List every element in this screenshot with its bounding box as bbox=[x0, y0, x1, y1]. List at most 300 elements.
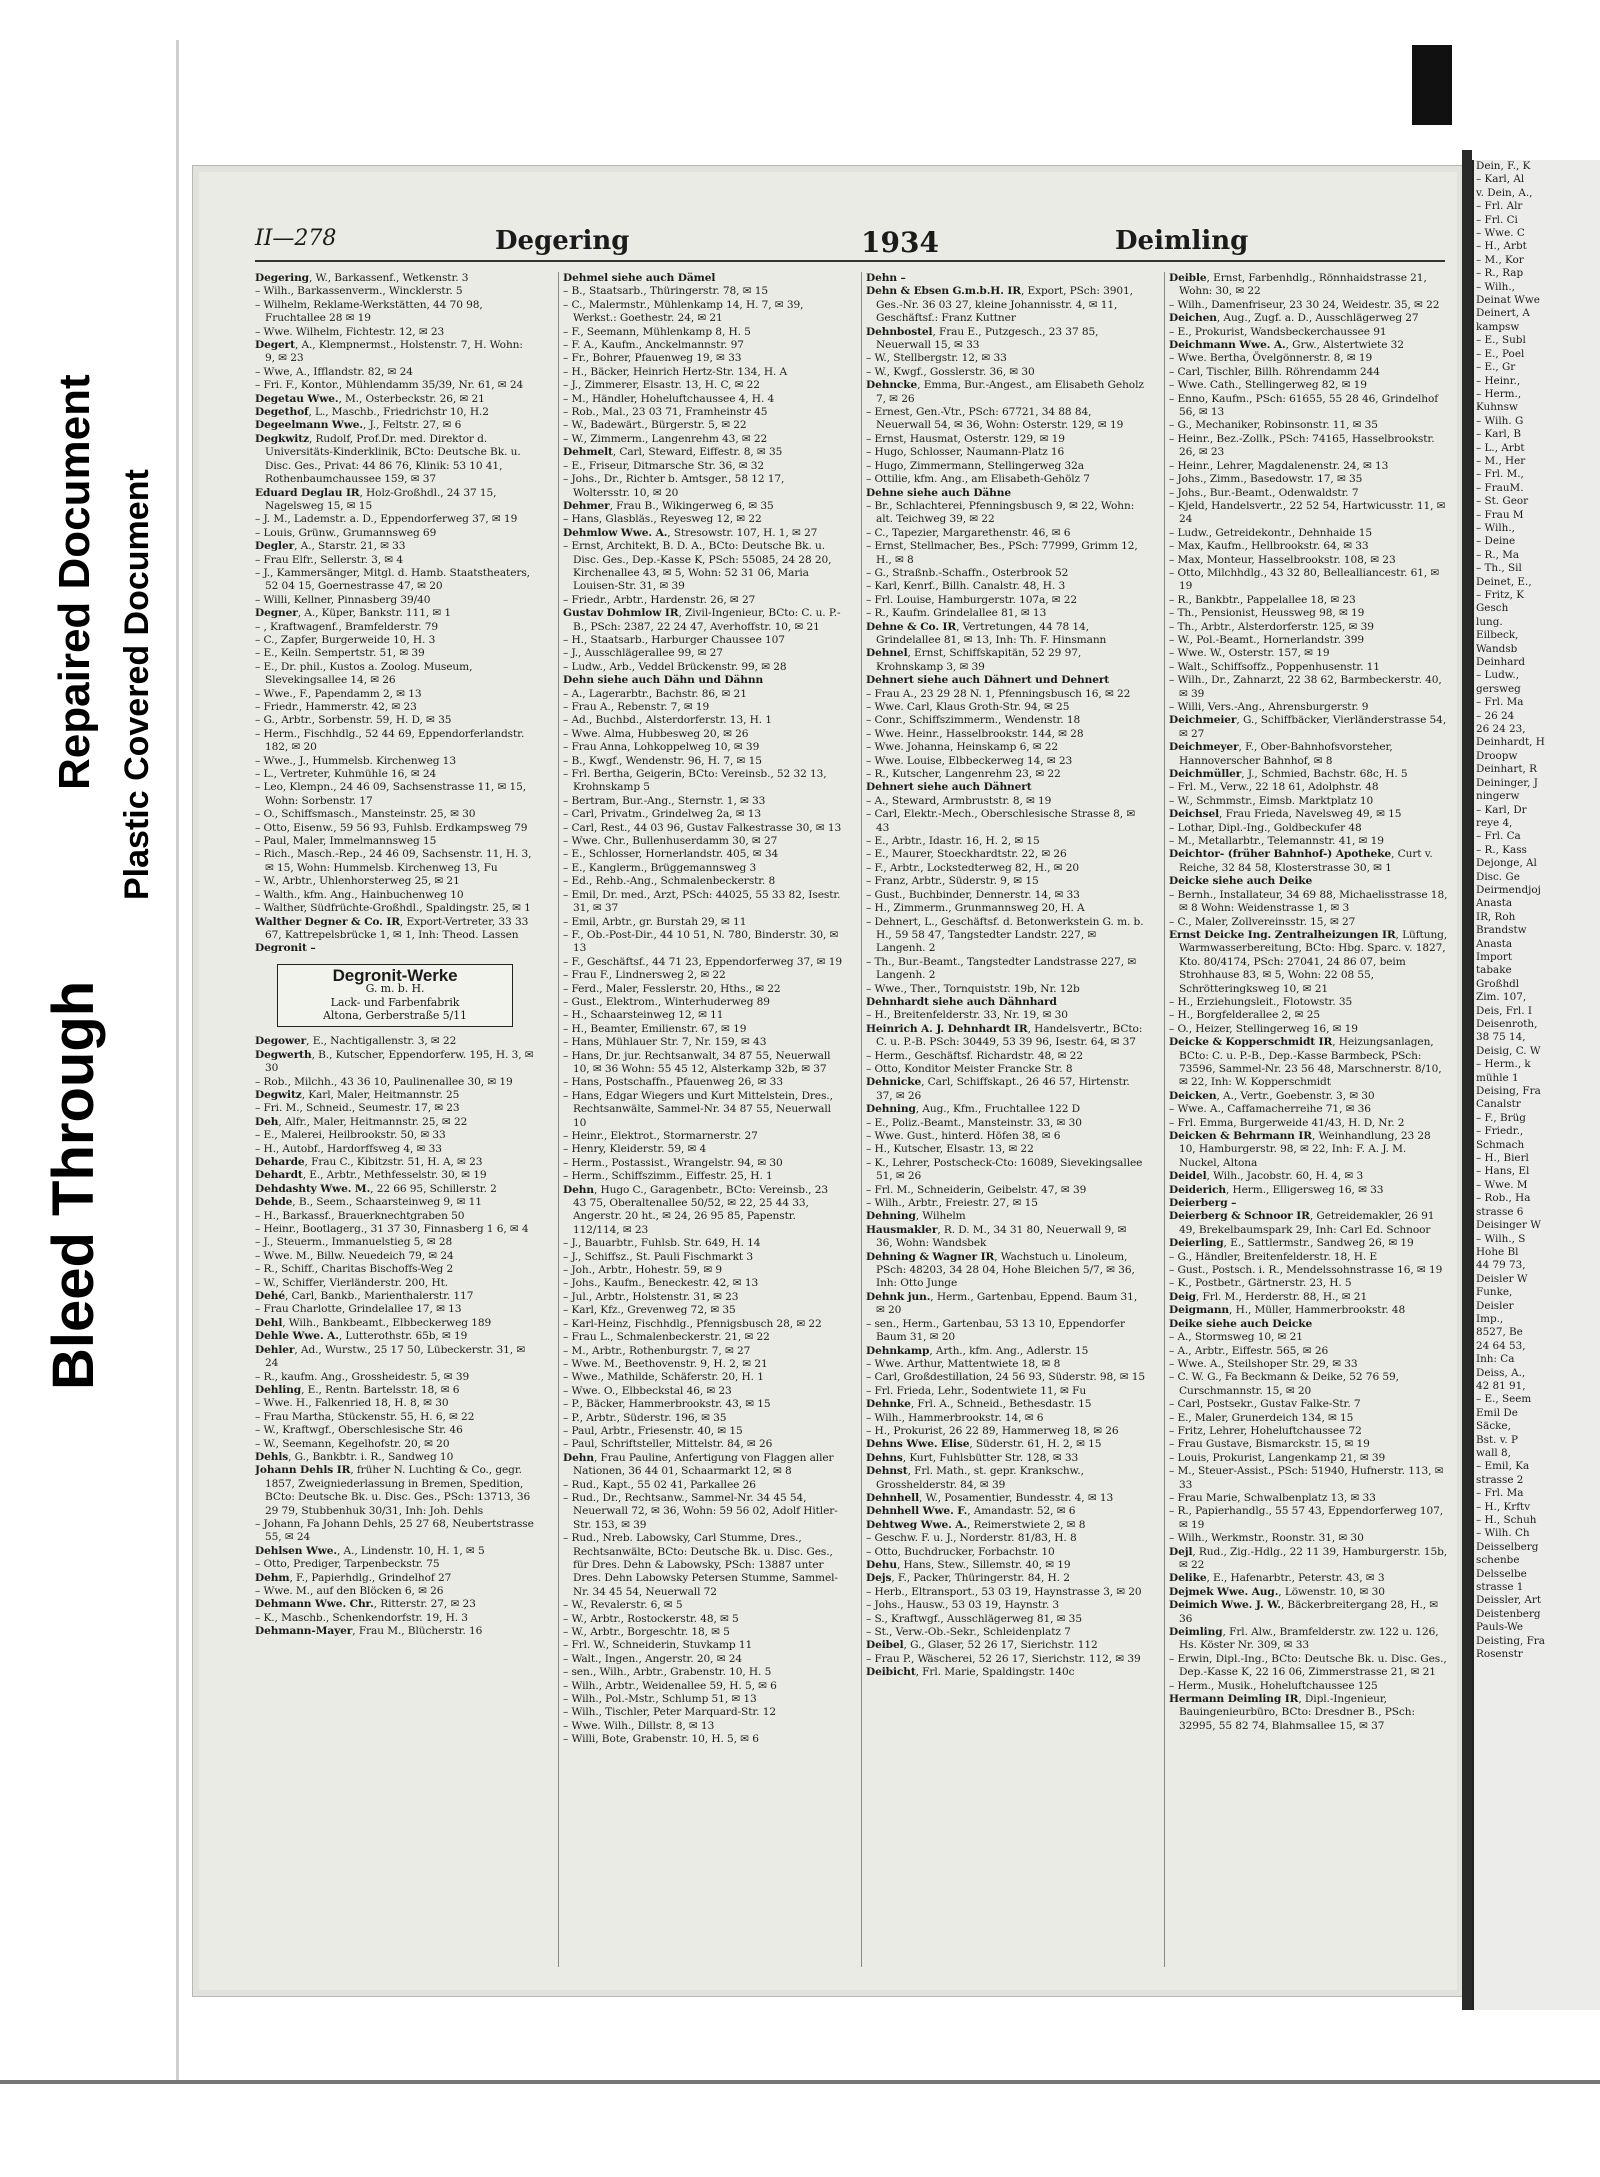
directory-entry: – Frau Martha, Stückenstr. 55, H. 6, ✉ 22 bbox=[255, 1410, 475, 1423]
directory-entry: – Frl. M., Verw., 22 18 61, Adolphstr. 48 bbox=[1169, 781, 1379, 794]
directory-entry: – Rich., Masch.-Rep., 24 46 09, Sachsenstr. 11, H. 3, ✉ 15, Wohn: Hummelsb. Kirchenweg 13, Fu bbox=[255, 848, 532, 874]
directory-entry: – G., Händler, Breitenfelderstr. 18, H. E bbox=[1169, 1250, 1378, 1263]
next-page-entry: Großhdl bbox=[1476, 977, 1520, 990]
next-page-entry: – Wwe. C bbox=[1476, 227, 1525, 240]
directory-entry: – Wwe. A., Steilshoper Str. 29, ✉ 33 bbox=[1169, 1357, 1358, 1370]
directory-entry: – F., Arbtr., Lockstedterweg 82, H., ✉ 20 bbox=[866, 861, 1079, 874]
directory-entry: – Frau F., Lindnersweg 2, ✉ 22 bbox=[563, 969, 726, 982]
directory-entry: – Frau Anna, Lohkoppelweg 10, ✉ 39 bbox=[563, 741, 760, 754]
directory-entry: – M., Steuer-Assist., PSch: 51940, Hufnerstr. 113, ✉ 33 bbox=[1169, 1465, 1444, 1491]
directory-entry: Deh, Alfr., Maler, Heitmannstr. 25, ✉ 22 bbox=[255, 1115, 468, 1128]
directory-entry: Deichen, Aug., Zugf. a. D., Ausschlägerweg 27 bbox=[1169, 312, 1419, 325]
directory-entry: – Fritz, Lehrer, Hoheluftchaussee 72 bbox=[1169, 1424, 1362, 1437]
directory-entry: – R., Schiff., Charitas Bischoffs-Weg 2 bbox=[255, 1263, 454, 1276]
directory-entry: – H., Staatsarb., Harburger Chaussee 107 bbox=[563, 633, 785, 646]
directory-entry: – Frl. Frieda, Lehr., Sodentwiete 11, ✉ Fu bbox=[866, 1384, 1087, 1397]
advert-line: Lack- und Farbenfabrik bbox=[330, 995, 460, 1009]
directory-entry: – Kjeld, Handelsvertr., 22 52 54, Hartwicusstr. 11, ✉ 24 bbox=[1169, 499, 1446, 526]
next-page-entry: – Wilh. G bbox=[1476, 414, 1524, 427]
next-page-entry: Deiss, A., bbox=[1476, 1366, 1526, 1379]
advert-line: Altona, Gerberstraße 5/11 bbox=[323, 1008, 467, 1022]
directory-entry: Deicken & Behrmann IR, Weinhandlung, 23 28 10, Hamburgerstr. 98, ✉ 22, Inh: F. A. J. M. Nuckel, Altona bbox=[1169, 1130, 1431, 1169]
directory-entry: – Walther, Südfrüchte-Großhdl., Spaldingstr. 25, ✉ 1 bbox=[255, 902, 531, 915]
directory-entry: – Carl, Tischler, Billh. Röhrendamm 244 bbox=[1169, 365, 1380, 378]
next-page-entry: Säcke, bbox=[1476, 1420, 1511, 1433]
directory-entry: – H., Erziehungsleit., Flotowstr. 35 bbox=[1169, 995, 1353, 1008]
directory-entry: – Ernst, Architekt, B. D. A., BCto: Deutsche Bk. u. Disc. Ges., Dep.-Kasse K, PSch: 55085, 24 28 20, Kirchenallee 43, ✉ 5, Wohn: 52 31 06, Maria Louisen-Str. 31, ✉ 39 bbox=[563, 540, 832, 593]
directory-entry: – Erwin, Dipl.-Ing., BCto: Deutsche Bk. u. Disc. Ges., Dep.-Kasse K, 22 16 06, Zimmerstrasse 21, ✉ 21 bbox=[1169, 1652, 1447, 1679]
directory-entry: – Walth., kfm. Ang., Hainbuchenweg 10 bbox=[255, 888, 464, 901]
next-page-entry: – F., Brüg bbox=[1476, 1111, 1526, 1124]
directory-entry: – Otto, Eisenw., 59 56 93, Fuhlsb. Erdkampsweg 79 bbox=[255, 821, 528, 834]
directory-entry: Dehn, Frau Pauline, Anfertigung von Flaggen aller Nationen, 36 44 01, Schaarmarkt 12, ✉ 8 bbox=[563, 1451, 834, 1478]
directory-entry: – C., Zapfer, Burgerweide 10, H. 3 bbox=[255, 633, 436, 646]
directory-entry: Dehmelt, Carl, Steward, Eiffestr. 8, ✉ 35 bbox=[563, 446, 783, 459]
directory-entry: – Karl-Heinz, Fischhdlg., Pfennigsbusch 28, ✉ 22 bbox=[563, 1317, 822, 1330]
directory-entry: – Ferd., Maler, Fesslerstr. 20, Hths., ✉ 22 bbox=[563, 982, 781, 995]
directory-entry: – Johann, Fa Johann Dehls, 25 27 68, Neubertstrasse 55, ✉ 24 bbox=[255, 1517, 534, 1544]
directory-entry: – Frau Elfr., Sellerstr. 3, ✉ 4 bbox=[255, 553, 403, 566]
directory-entry: – Ernst, Stellmacher, Bes., PSch: 77999, Grimm 12, H., ✉ 8 bbox=[866, 540, 1138, 566]
directory-entry: – Frau L., Schmalenbeckerstr. 21, ✉ 22 bbox=[563, 1331, 770, 1344]
directory-entry: – Carl, Elektr.-Mech., Oberschlesische Strasse 8, ✉ 43 bbox=[866, 808, 1136, 834]
directory-entry: – Enno, Kaufm., PSch: 61655, 55 28 46, Grindelhof 56, ✉ 13 bbox=[1169, 392, 1439, 419]
directory-entry: – S., Kraftwgf., Ausschlägerweg 81, ✉ 35 bbox=[866, 1612, 1082, 1625]
directory-entry: – Max, Kaufm., Hellbrookstr. 64, ✉ 33 bbox=[1169, 540, 1369, 553]
directory-entry: Degwerth, B., Kutscher, Eppendorferw. 195, H. 3, ✉ 30 bbox=[255, 1048, 534, 1075]
book-gutter bbox=[1462, 150, 1472, 2010]
next-page-entry: Bst. v. P bbox=[1476, 1433, 1518, 1446]
directory-entry: – O., Heizer, Stellingerweg 16, ✉ 19 bbox=[1169, 1022, 1358, 1035]
directory-entry: Dehmann Wwe. Chr., Ritterstr. 27, ✉ 23 bbox=[255, 1598, 476, 1611]
directory-entry: – Wilhelm, Reklame-Werkstätten, 44 70 98, Fruchtallee 28 ✉ 19 bbox=[255, 298, 483, 325]
directory-entry: – Wwe. Carl, Klaus Groth-Str. 94, ✉ 25 bbox=[866, 701, 1070, 713]
directory-entry: – R., Papierhandlg., 55 57 43, Eppendorferweg 107, ✉ 19 bbox=[1169, 1505, 1444, 1531]
directory-entry: – Johs., Kaufm., Beneckestr. 42, ✉ 13 bbox=[563, 1277, 759, 1290]
directory-entry: – Wwe., Ther., Tornquiststr. 19b, Nr. 12b bbox=[866, 982, 1080, 995]
directory-entry: – Frl. M., Schneiderin, Geibelstr. 47, ✉ 39 bbox=[866, 1183, 1087, 1196]
directory-entry: – Rud., Kapt., 55 02 41, Parkallee 26 bbox=[563, 1478, 756, 1491]
directory-entry: – E., Keiln. Sempertstr. 51, ✉ 39 bbox=[255, 647, 425, 660]
directory-entry: Dehne siehe auch Dähne bbox=[866, 486, 1012, 499]
directory-entry: – Wwe. O., Elbbeckstal 46, ✉ 23 bbox=[563, 1384, 732, 1397]
directory-entry: Degwitz, Karl, Maler, Heitmannstr. 25 bbox=[255, 1088, 460, 1101]
directory-entry: Dejs, F., Packer, Thüringerstr. 84, H. 2 bbox=[866, 1572, 1070, 1585]
directory-entry: – F. A., Kaufm., Anckelmannstr. 97 bbox=[563, 339, 744, 352]
next-page-entry: – E., Poel bbox=[1476, 347, 1525, 360]
directory-entry: – Henry, Kleiderstr. 59, ✉ 4 bbox=[563, 1143, 707, 1156]
directory-entry: Deharde, Frau C., Kibitzstr. 51, H. A, ✉ 23 bbox=[255, 1156, 483, 1168]
directory-entry: – E., Dr. phil., Kustos a. Zoolog. Museum, Slevekingsallee 14, ✉ 26 bbox=[255, 660, 473, 687]
next-page-entry: – Fritz, K bbox=[1476, 589, 1525, 601]
directory-entry: – A., Stormsweg 10, ✉ 21 bbox=[1169, 1331, 1303, 1344]
next-page-entry: Deinat Wwe bbox=[1476, 294, 1540, 307]
next-page-entry: – Emil, Ka bbox=[1476, 1460, 1530, 1473]
directory-entry: Deicke & Kopperschmidt IR, Heizungsanlagen, BCto: C. u. P.-B., Dep.-Kasse Barmbeck, PSch: 73596, Sammel-Nr. 23 56 48, Marschnerstr. 8/10, ✉ 22, Inh: W. Kopperschmidt bbox=[1169, 1036, 1442, 1089]
directory-entry: – Hans, Postschaffn., Pfauenweg 26, ✉ 33 bbox=[563, 1076, 783, 1089]
directory-entry: – M., Metallarbtr., Telemannstr. 41, ✉ 19 bbox=[1169, 835, 1384, 848]
directory-entry: – sen., Herm., Gartenbau, 53 13 10, Eppendorfer Baum 31, ✉ 20 bbox=[866, 1317, 1125, 1344]
directory-entry: – W., Arbtr., Rostockerstr. 48, ✉ 5 bbox=[563, 1612, 739, 1625]
directory-entry: Deichmüller, J., Schmied, Bachstr. 68c, H. 5 bbox=[1169, 768, 1408, 781]
directory-entry: – Friedr., Arbtr., Hardenstr. 26, ✉ 27 bbox=[563, 593, 756, 606]
directory-entry: – Carl, Postsekr., Gustav Falke-Str. 7 bbox=[1169, 1398, 1361, 1411]
directory-entry: – J., Schiffsz., St. Pauli Fischmarkt 3 bbox=[563, 1250, 753, 1263]
next-page-entry: – R., Rap bbox=[1476, 267, 1524, 280]
directory-entry: – Wilh., Damenfriseur, 23 30 24, Weidestr. 35, ✉ 22 bbox=[1169, 298, 1440, 311]
directory-entry: Dehnert siehe auch Dähnert und Dehnert bbox=[866, 674, 1110, 687]
directory-entry: – Heinr., Bez.-Zollk., PSch: 74165, Hasselbrookstr. 26, ✉ 23 bbox=[1169, 432, 1435, 459]
next-page-entry: – Rob., Ha bbox=[1476, 1192, 1531, 1205]
directory-entry: – Wilh., Pol.-Mstr., Schlump 51, ✉ 13 bbox=[563, 1693, 757, 1706]
directory-entry: – Gust., Elektrom., Winterhuderweg 89 bbox=[563, 995, 770, 1008]
directory-entry: Dehnel, Ernst, Schiffskapitän, 52 29 97, Krohnskamp 3, ✉ 39 bbox=[866, 647, 1082, 673]
directory-entry: – Fr., Bohrer, Pfauenweg 19, ✉ 33 bbox=[563, 352, 742, 365]
directory-entry: – J., Steuerm., Immanuelstieg 5, ✉ 28 bbox=[255, 1236, 453, 1249]
directory-entry: Dehnke, Frl. A., Schneid., Bethesdastr. 15 bbox=[866, 1398, 1092, 1411]
directory-entry: – Wilh., Hammerbrookstr. 14, ✉ 6 bbox=[866, 1411, 1044, 1424]
directory-entry: – Franz, Arbtr., Süderstr. 9, ✉ 15 bbox=[866, 875, 1039, 888]
next-page-entry: Disc. Ge bbox=[1476, 870, 1520, 883]
directory-entry: – K., Postbetr., Gärtnerstr. 23, H. 5 bbox=[1169, 1277, 1352, 1290]
directory-entry: Dehls, G., Bankbtr. i. R., Sandweg 10 bbox=[255, 1450, 454, 1463]
directory-entry: Dehne & Co. IR, Vertretungen, 44 78 14, Grindelallee 81, ✉ 13, Inh: Th. F. Hinsmann bbox=[866, 620, 1107, 646]
next-page-entry: Deinhardt, H bbox=[1476, 736, 1545, 749]
directory-entry: – Johs., Hausw., 53 03 19, Haynstr. 3 bbox=[866, 1599, 1060, 1612]
next-page-entry: – Wilh., bbox=[1476, 280, 1515, 293]
directory-entry: Deibel, G., Glaser, 52 26 17, Sierichstr. 112 bbox=[866, 1639, 1098, 1652]
directory-entry: Deible, Ernst, Farbenhdlg., Rönnhaidstrasse 21, Wohn: 30, ✉ 22 bbox=[1169, 272, 1427, 298]
next-page-entry: – L., Arbt bbox=[1476, 441, 1525, 454]
next-page-entry: – M., Kor bbox=[1476, 253, 1524, 266]
directory-entry: – Hans, Mühlauer Str. 7, Nr. 159, ✉ 43 bbox=[563, 1036, 767, 1049]
next-page-entry: – H., Arbt bbox=[1476, 240, 1527, 253]
directory-entry: – Emil, Arbtr., gr. Burstah 29, ✉ 11 bbox=[563, 915, 747, 928]
next-page-entry: – Frl. Alr bbox=[1476, 200, 1523, 213]
next-page-entry: Dejonge, Al bbox=[1476, 857, 1537, 870]
directory-entry: – Wwe. W., Osterstr. 157, ✉ 19 bbox=[1169, 647, 1330, 660]
directory-entry: Deichmann Wwe. A., Grw., Alstertwiete 32 bbox=[1169, 339, 1404, 352]
directory-entry: Dehmel siehe auch Dämel bbox=[563, 272, 716, 284]
directory-entry: – Wwe. Cath., Stellingerweg 82, ✉ 19 bbox=[1169, 379, 1367, 392]
next-page-entry: – Ludw., bbox=[1476, 669, 1520, 682]
directory-entry: – Paul, Arbtr., Friesenstr. 40, ✉ 15 bbox=[563, 1424, 743, 1437]
directory-entry: Dehn, Hugo C., Garagenbetr., BCto: Vereinsb., 23 43 75, Oberaltenallee 50/52, ✉ 22, 25 44 33, Angerstr. 20 ht., ✉ 24, 26 95 85, Papenstr. 112/114, ✉ 23 bbox=[563, 1183, 828, 1236]
directory-entry: – F., Ob.-Post-Dir., 44 10 51, N. 780, Binderstr. 30, ✉ 13 bbox=[563, 928, 839, 955]
next-page-entry: kampsw bbox=[1476, 320, 1520, 333]
next-page-entry: Deinhart, R bbox=[1476, 763, 1537, 776]
directory-entry: – Hans, Glasbläs., Reyesweg 12, ✉ 22 bbox=[563, 513, 762, 526]
next-page-entry: Hohe Bl bbox=[1476, 1245, 1519, 1258]
next-page-entry: – 26 24 bbox=[1476, 709, 1515, 722]
directory-entry: – Rob., Milchh., 43 36 10, Paulinenallee 30, ✉ 19 bbox=[255, 1075, 513, 1088]
directory-entry: – Johs., Zimm., Basedowstr. 17, ✉ 35 bbox=[1169, 473, 1363, 486]
directory-entry: – W., Kraftwgf., Oberschlesische Str. 46 bbox=[255, 1424, 463, 1437]
directory-entry: – Carl, Privatm., Grindelweg 2a, ✉ 13 bbox=[563, 808, 762, 821]
directory-entry: – A., Arbtr., Eiffestr. 565, ✉ 26 bbox=[1169, 1344, 1329, 1357]
directory-entry: – Frl. Emma, Burgerweide 41/43, H. D, Nr. 2 bbox=[1169, 1116, 1405, 1129]
next-page-entry: – R., Ma bbox=[1476, 548, 1520, 561]
directory-entry: – Wwe. M., auf den Blöcken 6, ✉ 26 bbox=[255, 1585, 444, 1597]
directory-entry: – Herm., Schiffszimm., Eiffestr. 25, H. 1 bbox=[563, 1170, 773, 1183]
stamp-repaired-document: Repaired Document bbox=[50, 374, 99, 790]
directory-entry: Deimling, Frl. Alw., Bramfelderstr. zw. 122 u. 126, Hs. Köster Nr. 309, ✉ 33 bbox=[1169, 1626, 1439, 1652]
next-page-entry: – Wilh., bbox=[1476, 521, 1515, 534]
next-page-entry: strasse 6 bbox=[1476, 1205, 1524, 1218]
directory-entry: – Wwe. Heinr., Hasselbrookstr. 144, ✉ 28 bbox=[866, 727, 1084, 740]
column-3 bbox=[861, 272, 1146, 1967]
next-page-entry: Deisinger W bbox=[1476, 1219, 1541, 1232]
directory-entry: – Joh., Arbtr., Hohestr. 59, ✉ 9 bbox=[563, 1264, 723, 1277]
directory-entry: Gustav Dohmlow IR, Zivil-Ingenieur, BCto: C. u. P.-B., PSch: 2387, 22 24 47, Averhoffstr. 10, ✉ 21 bbox=[563, 607, 841, 633]
next-page-entry: Deis, Frl. I bbox=[1476, 1004, 1532, 1017]
next-page-entry: lung. bbox=[1476, 615, 1503, 628]
directory-entry: – H., Zimmerm., Grunmannsweg 20, H. A bbox=[866, 902, 1085, 915]
next-page-entry: 8527, Be bbox=[1476, 1326, 1523, 1339]
directory-entry: Hermann Deimling IR, Dipl.-Ingenieur, Bauingenieurbüro, BCto: Dresdner B., PSch: 32995, 55 82 74, Blahmsallee 15, ✉ 37 bbox=[1169, 1693, 1415, 1732]
directory-entry: – Gust., Buchbinder, Dennerstr. 14, ✉ 33 bbox=[866, 888, 1080, 901]
directory-entry: Deigmann, H., Müller, Hammerbrookstr. 48 bbox=[1169, 1304, 1406, 1317]
directory-entry: – C., Maler, Zollvereinsstr. 15, ✉ 27 bbox=[1169, 915, 1356, 928]
directory-entry: Deidel, Wilh., Jacobstr. 60, H. 4, ✉ 3 bbox=[1169, 1170, 1364, 1183]
directory-entry: – Wilh., Arbtr., Weidenallee 59, H. 5, ✉ 6 bbox=[563, 1679, 777, 1692]
next-page-entry: – Frl. Ma bbox=[1476, 696, 1524, 709]
directory-entry: – F., Seemann, Mühlenkamp 8, H. 5 bbox=[563, 325, 751, 338]
directory-entry: Dehnbostel, Frau E., Putzgesch., 23 37 85, Neuerwall 15, ✉ 33 bbox=[866, 325, 1099, 352]
next-page-entry: – E., Seem bbox=[1476, 1393, 1532, 1406]
next-page-entry: Droopw bbox=[1476, 749, 1518, 762]
directory-entry: Heinrich A. J. Dehnhardt IR, Handelsvertr., BCto: C. u. P.-B. PSch: 30449, 53 39 96, Isestr. 64, ✉ 37 bbox=[866, 1022, 1143, 1049]
directory-entry: Delike, E., Hafenarbtr., Peterstr. 43, ✉ 3 bbox=[1169, 1572, 1385, 1585]
directory-entry: – Th., Arbtr., Alsterdorferstr. 125, ✉ 39 bbox=[1169, 620, 1374, 633]
next-page-entry: Deinet, E., bbox=[1476, 575, 1532, 588]
next-page-entry: Eilbeck, bbox=[1476, 629, 1519, 642]
directory-entry: – Emil, Dr. med., Arzt, PSch: 44025, 55 33 82, Isestr. 31, ✉ 37 bbox=[563, 888, 841, 915]
advert-title: Degronit-Werke bbox=[332, 965, 458, 985]
directory-entry: – Wilh., Tischler, Peter Marquard-Str. 12 bbox=[563, 1706, 776, 1719]
directory-entry: – Rud., Nreb. Labowsky, Carl Stumme, Dres., Rechtsanwälte, BCto: Deutsche Bk. u. Disc. Ges., für Dres. Dehn & Labowsky, PSch: 13887 unter Dres. Dehn Labowsky Petersen Stumme, Sammel-Nr. 34 45 54, Neuerwall 72 bbox=[563, 1532, 838, 1598]
directory-entry: – Herm., Fischhdlg., 52 44 69, Eppendorferlandstr. 182, ✉ 20 bbox=[255, 727, 525, 754]
directory-entry: – Paul, Maler, Immelmannsweg 15 bbox=[255, 835, 437, 848]
next-page-entry: – Frl. M., bbox=[1476, 468, 1524, 481]
directory-entry: Dehnst, Frl. Math., st. gepr. Krankschw., Grosshelderstr. 84, ✉ 39 bbox=[866, 1465, 1084, 1491]
next-page-entry: v. Dein, A., bbox=[1476, 186, 1533, 199]
directory-entry: Dehl, Wilh., Bankbeamt., Elbbeckerweg 189 bbox=[255, 1316, 492, 1329]
directory-entry: – C. W. G., Fa Beckmann & Deike, 52 76 59, Curschmannstr. 15, ✉ 20 bbox=[1169, 1371, 1399, 1397]
directory-entry: Degner, A., Küper, Bankstr. 111, ✉ 1 bbox=[255, 607, 452, 620]
advert-box bbox=[277, 964, 513, 1028]
directory-entry: – C., Malermstr., Mühlenkamp 14, H. 7, ✉ 39, Werkst.: Goethestr. 24, ✉ 21 bbox=[563, 298, 804, 325]
next-page-entry: Deisselberg bbox=[1476, 1540, 1539, 1553]
directory-entry: – J. M., Lademstr. a. D., Eppendorferweg 37, ✉ 19 bbox=[255, 513, 518, 526]
next-page-entry: Kuhnsw bbox=[1476, 401, 1518, 414]
directory-entry: – E., Prokurist, Wandsbeckerchaussee 91 bbox=[1169, 325, 1387, 338]
directory-entry: Dehmann-Mayer, Frau M., Blücherstr. 16 bbox=[255, 1625, 483, 1638]
next-page-entry: gersweg bbox=[1476, 682, 1521, 695]
directory-entry: Deibicht, Frl. Marie, Spaldingstr. 140c bbox=[866, 1666, 1075, 1679]
directory-entry: – W., Schiffer, Vierländerstr. 200, Ht. bbox=[255, 1276, 449, 1289]
directory-entry: – K., Lehrer, Postscheck-Cto: 16089, Sievekingsallee 51, ✉ 26 bbox=[866, 1156, 1143, 1183]
stamp-plastic-covered: Plastic Covered Document bbox=[118, 469, 156, 900]
directory-entry: – Willi, Kellner, Pinnasberg 39/40 bbox=[255, 593, 431, 606]
directory-entry: – Louis, Grünw., Grumannsweg 69 bbox=[255, 526, 437, 539]
next-page-entry: Canalstr bbox=[1476, 1098, 1521, 1111]
next-page-entry: – E., Gr bbox=[1476, 361, 1516, 374]
directory-entry: – Herm., Postassist., Wrangelstr. 94, ✉ 30 bbox=[563, 1156, 783, 1169]
directory-entry: – Heinr., Lehrer, Magdalenenstr. 24, ✉ 13 bbox=[1169, 459, 1389, 472]
directory-entry: – O., Schiffsmasch., Mansteinstr. 25, ✉ 30 bbox=[255, 808, 476, 821]
directory-entry: Deichsel, Frau Frieda, Navelsweg 49, ✉ 15 bbox=[1169, 808, 1402, 821]
next-page-entry: Schmach bbox=[1476, 1138, 1525, 1151]
directory-entry: – Bernh., Installateur, 34 69 88, Michaelisstrasse 18, ✉ 8 Wohn: Weidenstrasse 1, ✉ 3 bbox=[1169, 888, 1448, 915]
directory-entry: Dehning, Aug., Kfm., Fruchtallee 122 D bbox=[866, 1103, 1081, 1116]
next-page-entry: – Wilh., S bbox=[1476, 1232, 1526, 1245]
directory-entry: – Frau Charlotte, Grindelallee 17, ✉ 13 bbox=[255, 1303, 462, 1316]
next-page-entry: – M., Her bbox=[1476, 454, 1526, 467]
directory-entry: – Friedr., Hammerstr. 42, ✉ 23 bbox=[255, 701, 417, 713]
next-page-entry: strasse 1 bbox=[1476, 1581, 1524, 1594]
next-page-entry: – H., Bierl bbox=[1476, 1152, 1529, 1165]
directory-entry: – Hugo, Schlosser, Naumann-Platz 16 bbox=[866, 446, 1065, 459]
directory-entry: – Jul., Arbtr., Holstenstr. 31, ✉ 23 bbox=[563, 1290, 739, 1303]
directory-entry: – Frau Gustave, Bismarckstr. 15, ✉ 19 bbox=[1169, 1438, 1370, 1451]
directory-entry: – A., Steward, Armbruststr. 8, ✉ 19 bbox=[866, 794, 1052, 807]
directory-entry: – Ernest, Gen.-Vtr., PSch: 67721, 34 88 84, Neuerwall 54, ✉ 36, Wohn: Osterstr. 129, ✉ 19 bbox=[866, 406, 1124, 432]
directory-entry: Dejmek Wwe. Aug., Löwenstr. 10, ✉ 30 bbox=[1169, 1585, 1385, 1598]
next-page-entry: – Frl. Ca bbox=[1476, 830, 1521, 843]
directory-entry: Dehardt, E., Arbtr., Methfesselstr. 30, ✉ 19 bbox=[255, 1169, 487, 1182]
header-left-word: Degering bbox=[495, 226, 630, 256]
next-page-entry: Deinert, A bbox=[1476, 307, 1530, 320]
directory-entry: Degronit – bbox=[255, 942, 316, 955]
directory-entry: Dehning, Wilhelm bbox=[866, 1210, 966, 1223]
column-4 bbox=[1164, 272, 1449, 1967]
next-page-entry: – Karl, Dr bbox=[1476, 803, 1527, 816]
directory-entry: – H., Beamter, Emilienstr. 67, ✉ 19 bbox=[563, 1022, 747, 1035]
next-page-entry: – H., Krftv bbox=[1476, 1500, 1531, 1513]
directory-entry: Degetau Wwe., M., Osterbeckstr. 26, ✉ 21 bbox=[255, 392, 485, 405]
directory-entry: – Wwe. Gust., hinterd. Höfen 38, ✉ 6 bbox=[866, 1130, 1061, 1142]
directory-entry: – Carl, Großdestillation, 24 56 93, Süderstr. 98, ✉ 15 bbox=[866, 1371, 1146, 1384]
directory-entry: – M., Händler, Hoheluftchaussee 4, H. 4 bbox=[563, 392, 775, 405]
directory-entry: – Rud., Dr., Rechtsanw., Sammel-Nr. 34 45 54, Neuerwall 72, ✉ 36, Wohn: 59 56 02, Adolf Hitler-Str. 153, ✉ 39 bbox=[563, 1491, 838, 1531]
directory-entry: – K., Maschb., Schenkendorfstr. 19, H. 3 bbox=[255, 1611, 468, 1624]
directory-entry: – Frau A., 23 29 28 N. 1, Pfenningsbusch 16, ✉ 22 bbox=[866, 687, 1131, 700]
directory-entry: Degkwitz, Rudolf, Prof.Dr. med. Direktor d. Universitäts-Kinderklinik, BCto: Deutsche Bk. u. Disc. Ges., Privat: 44 86 76, Klinik: 53 10 41, Rothenbaumchaussee 159, ✉ 37 bbox=[255, 432, 521, 486]
directory-entry: Deicke siehe auch Deike bbox=[1169, 875, 1313, 888]
next-page-entry: Deininger, J bbox=[1476, 776, 1538, 789]
directory-entry: – Ottilie, kfm. Ang., am Elisabeth-Gehölz 7 bbox=[866, 473, 1090, 486]
directory-entry: Dehde, B., Seem., Schaarsteinweg 9, ✉ 11 bbox=[255, 1196, 482, 1209]
directory-entry: – A., Lagerarbtr., Bachstr. 86, ✉ 21 bbox=[563, 687, 747, 700]
directory-entry: – Heinr., Bootlagerg., 31 37 30, Finnasberg 1 6, ✉ 4 bbox=[255, 1223, 529, 1236]
directory-entry: – Th., Bur.-Beamt., Tangstedter Landstrasse 227, ✉ Langenh. 2 bbox=[866, 955, 1137, 982]
directory-entry: – H., Bäcker, Heinrich Hertz-Str. 134, H. A bbox=[563, 365, 788, 378]
next-page-entry: – Herm., k bbox=[1476, 1058, 1531, 1071]
directory-entry: – Frl. Bertha, Geigerin, BCto: Vereinsb., 52 32 13, Krohnskamp 5 bbox=[563, 768, 827, 794]
directory-entry: – W., Seemann, Kegelhofstr. 20, ✉ 20 bbox=[255, 1437, 450, 1450]
directory-entry: – J., Zimmerer, Elsastr. 13, H. C, ✉ 22 bbox=[563, 379, 760, 392]
directory-entry: Degert, A., Klempnermst., Holstenstr. 7, H. Wohn: 9, ✉ 23 bbox=[255, 339, 523, 365]
directory-entry: Johann Dehls IR, früher N. Luchting & Co., gegr. 1857, Zweigniederlassung in Bremen, Spedition, BCto: Deutsche Bk. u. Disc. Ges., PSch: 13713, 36 29 79, Stubbenhuk 30/31, Inh: Joh. Dehls bbox=[255, 1464, 531, 1517]
next-page-entry: Dein, F., K bbox=[1476, 160, 1531, 172]
directory-entry: – H., Breitenfelderstr. 33, Nr. 19, ✉ 30 bbox=[866, 1009, 1068, 1022]
directory-columns bbox=[255, 272, 1448, 1972]
directory-entry: – sen., Wilh., Arbtr., Grabenstr. 10, H. 5 bbox=[563, 1666, 772, 1679]
next-page-entry: 44 79 73, bbox=[1476, 1259, 1526, 1272]
directory-entry: – R., Bankbtr., Pappelallee 18, ✉ 23 bbox=[1169, 593, 1356, 606]
directory-entry: – W., Arbtr., Borgeschtr. 18, ✉ 5 bbox=[563, 1626, 730, 1639]
directory-entry: – Karl, Kenrf., Billh. Canalstr. 48, H. 3 bbox=[866, 580, 1066, 593]
directory-entry: – E., Friseur, Ditmarsche Str. 36, ✉ 32 bbox=[563, 459, 765, 472]
directory-entry: Dehm, F., Papierhdlg., Grindelhof 27 bbox=[255, 1571, 452, 1584]
directory-entry: – H., Borgfelderallee 2, ✉ 25 bbox=[1169, 1009, 1321, 1022]
directory-entry: Deierling, E., Sattlermstr., Sandweg 26, ✉ 19 bbox=[1169, 1237, 1414, 1250]
directory-entry: – L., Vertreter, Kuhmühle 16, ✉ 24 bbox=[255, 768, 437, 781]
directory-entry: – Louis, Prokurist, Langenkamp 21, ✉ 39 bbox=[1169, 1451, 1386, 1464]
next-page-entry: Delsselbe bbox=[1476, 1567, 1527, 1580]
directory-entry: Degeelmann Wwe., J., Feltstr. 27, ✉ 6 bbox=[255, 419, 462, 432]
directory-entry: – Frau A., Rebenstr. 7, ✉ 19 bbox=[563, 701, 710, 713]
directory-entry: – Walt., Schiffsoffz., Poppenhusenstr. 11 bbox=[1169, 660, 1380, 673]
directory-entry: – Hans, Edgar Wiegers und Kurt Mittelstein, Dres., Rechtsanwälte, Sammel-Nr. 34 87 55, Neuerwall 10 bbox=[563, 1089, 833, 1129]
directory-entry: – Ludw., Arb., Veddel Brückenstr. 99, ✉ 28 bbox=[563, 660, 787, 673]
directory-entry: Dehn – bbox=[866, 272, 906, 284]
directory-entry: – Lothar, Dipl.-Ing., Goldbeckufer 48 bbox=[1169, 821, 1362, 834]
directory-entry: – Herm., Geschäftsf. Richardstr. 48, ✉ 22 bbox=[866, 1049, 1083, 1062]
scan-shadow-block bbox=[1412, 45, 1452, 125]
next-page-entry: 24 64 53, bbox=[1476, 1339, 1526, 1352]
next-page-entry: – St. Geor bbox=[1476, 495, 1529, 508]
directory-entry: – E., Arbtr., Idastr. 16, H. 2, ✉ 15 bbox=[866, 835, 1040, 848]
directory-entry: – R., Kaufm. Grindelallee 81, ✉ 13 bbox=[866, 607, 1047, 620]
next-page-entry: 42 81 91, bbox=[1476, 1379, 1526, 1392]
directory-entry: – Conr., Schiffszimmerm., Wendenstr. 18 bbox=[866, 714, 1081, 727]
directory-entry: – Otto, Milchhdlg., 43 32 80, Bellealliancestr. 61, ✉ 19 bbox=[1169, 566, 1440, 593]
directory-entry: Hausmakler, R. D. M., 34 31 80, Neuerwall 9, ✉ 36, Wohn: Wandsbek bbox=[866, 1223, 1127, 1250]
next-page-entry: Emil De bbox=[1476, 1406, 1518, 1419]
directory-entry: – Walt., Ingen., Angerstr. 20, ✉ 24 bbox=[563, 1652, 743, 1665]
next-page-entry: – Wwe. M bbox=[1476, 1178, 1528, 1191]
directory-entry: Dehmlow Wwe. A., Stresowstr. 107, H. 1, ✉ 27 bbox=[563, 526, 818, 539]
directory-entry: Dehnhardt siehe auch Dähnhard bbox=[866, 995, 1057, 1008]
directory-entry: – E., Kanglerm., Brüggemannsweg 3 bbox=[563, 861, 757, 874]
directory-entry: Deierberg – bbox=[1169, 1197, 1237, 1210]
directory-entry: – W., Zimmerm., Langenrehm 43, ✉ 22 bbox=[563, 432, 768, 445]
column-2 bbox=[558, 272, 843, 1967]
next-page-entry: Import bbox=[1476, 950, 1513, 963]
next-page-entry: Brandstw bbox=[1476, 924, 1527, 937]
directory-entry: – Wwe., Mathilde, Schäferstr. 20, H. 1 bbox=[563, 1371, 764, 1384]
directory-entry: Dehtweg Wwe. A., Reimerstwiete 2, ✉ 8 bbox=[866, 1518, 1086, 1531]
directory-entry: – Rob., Mal., 23 03 71, Framheinstr 45 bbox=[563, 406, 768, 419]
directory-entry: – F., Geschäftsf., 44 71 23, Eppendorferweg 37, ✉ 19 bbox=[563, 955, 842, 968]
header-year: 1934 bbox=[861, 226, 939, 259]
directory-entry: Deiderich, Herm., Elligersweg 16, ✉ 33 bbox=[1169, 1183, 1384, 1196]
directory-entry: – Wwe. Alma, Hubbesweg 20, ✉ 26 bbox=[563, 727, 749, 740]
directory-entry: Dehler, Ad., Wurstw., 25 17 50, Lübeckerstr. 31, ✉ 24 bbox=[255, 1343, 526, 1370]
directory-entry: – , Kraftwagenf., Bramfelderstr. 79 bbox=[255, 620, 438, 633]
directory-entry: – Frl. Louise, Hamburgerstr. 107a, ✉ 22 bbox=[866, 593, 1078, 606]
directory-entry: – Hugo, Zimmermann, Stellingerweg 32a bbox=[866, 459, 1085, 472]
next-page-entry: schenbe bbox=[1476, 1554, 1520, 1567]
directory-entry: – Herm., Musik., Hoheluftchaussee 125 bbox=[1169, 1679, 1378, 1692]
next-page-entry: Imp., bbox=[1476, 1312, 1504, 1325]
directory-entry: Degower, E., Nachtigallenstr. 3, ✉ 22 bbox=[255, 1035, 457, 1048]
next-page-entry: Deisler W bbox=[1476, 1272, 1528, 1285]
directory-entry: – W., Arbtr., Uhlenhorsterweg 25, ✉ 21 bbox=[255, 875, 460, 888]
next-page-entry: Deising, Fra bbox=[1476, 1085, 1541, 1098]
